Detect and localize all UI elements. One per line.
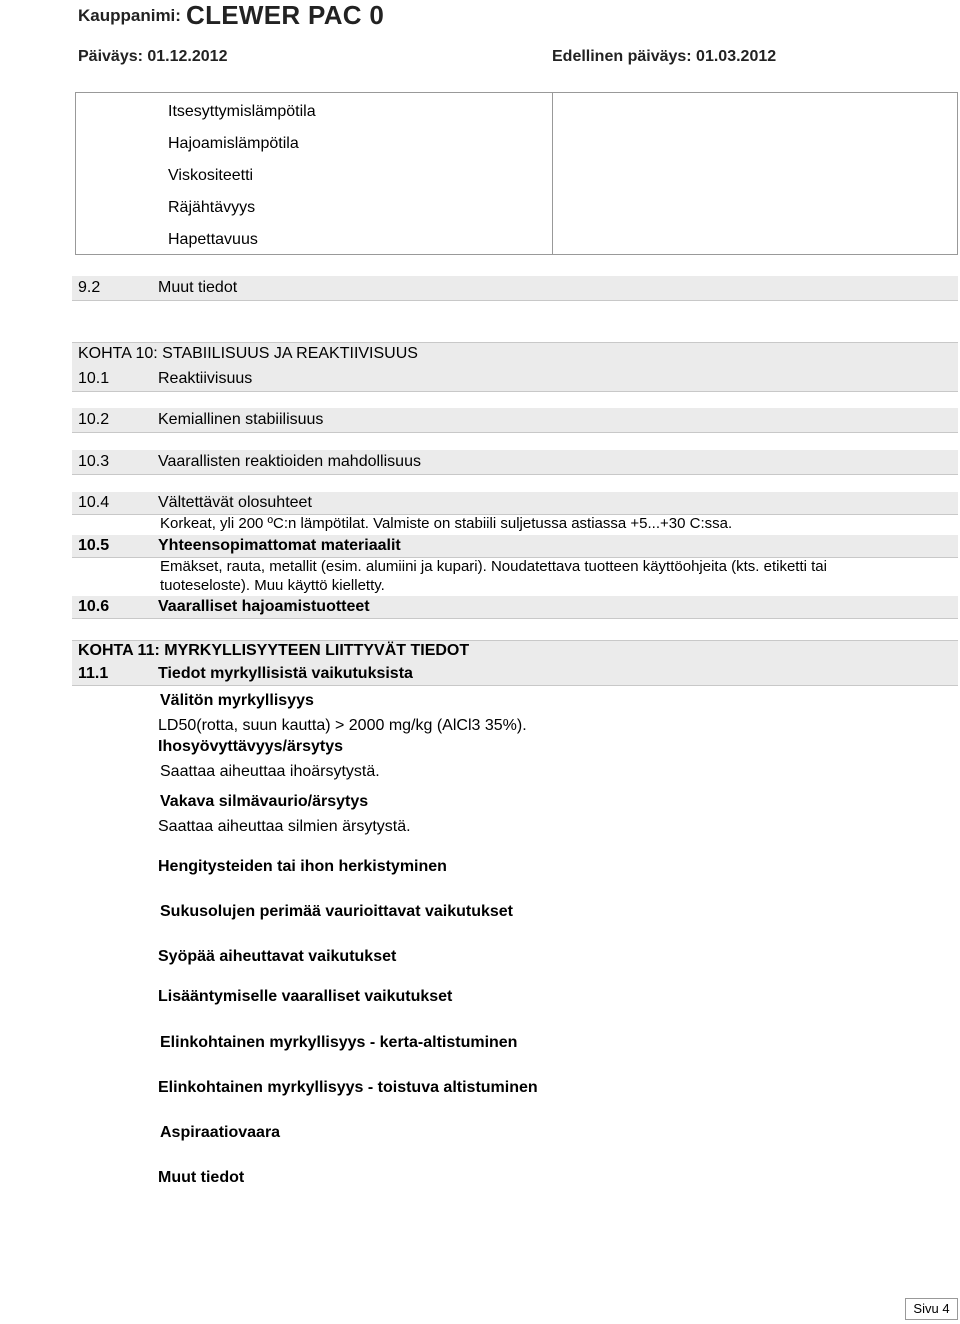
previous-revision-date: Edellinen päiväys: 01.03.2012 <box>552 48 777 65</box>
table-row-autoignition: Itsesyttymislämpötila <box>168 103 316 120</box>
subsection-number: 10.3 <box>78 453 110 470</box>
trade-name-label: Kauppanimi: <box>78 6 181 25</box>
subsection-title: Vaarallisten reaktioiden mahdollisuus <box>158 453 421 470</box>
incompatible-materials-text-line1: Emäkset, rauta, metallit (esim. alumiini ja kupari). Noudatettava tuotteen käyttöohjeita (kts. etiketti tai <box>160 558 827 575</box>
table-row-oxidising: Hapettavuus <box>168 231 258 248</box>
page-number: Sivu 4 <box>905 1298 958 1320</box>
sensitisation-heading: Hengitysteiden tai ihon herkistyminen <box>158 858 447 875</box>
subsection-title: Muut tiedot <box>158 279 238 296</box>
subsection-title: Reaktiivisuus <box>158 370 253 387</box>
subsection-number: 10.6 <box>78 598 110 615</box>
aspiration-hazard-heading: Aspiraatiovaara <box>160 1124 281 1141</box>
incompatible-materials-text-line2: tuoteseloste). Muu käyttö kielletty. <box>160 577 385 594</box>
eye-damage-heading: Vakava silmävaurio/ärsytys <box>160 793 369 810</box>
stot-repeated-heading: Elinkohtainen myrkyllisyys - toistuva altistuminen <box>158 1079 538 1096</box>
subsection-title: Vaaralliset hajoamistuotteet <box>158 598 370 615</box>
skin-corrosion-text: Saattaa aiheuttaa ihoärsytystä. <box>160 763 380 780</box>
subsection-title: Yhteensopimattomat materiaalit <box>158 537 401 554</box>
skin-corrosion-heading: Ihosyövyttävyys/ärsytys <box>158 738 343 755</box>
reproductive-toxicity-heading: Lisääntymiselle vaaralliset vaikutukset <box>158 988 453 1005</box>
eye-damage-text: Saattaa aiheuttaa silmien ärsytystä. <box>158 818 411 835</box>
subsection-number: 10.4 <box>78 494 110 511</box>
table-row-viscosity: Viskositeetti <box>168 167 254 184</box>
revision-date: Päiväys: 01.12.2012 <box>78 48 228 65</box>
section-10-title: KOHTA 10: STABIILISUUS JA REAKTIIVISUUS <box>78 345 418 362</box>
subsection-number: 10.1 <box>78 370 110 387</box>
acute-toxicity-heading: Välitön myrkyllisyys <box>160 692 314 709</box>
table-row-explosive: Räjähtävyys <box>168 199 256 216</box>
carcinogenicity-heading: Syöpää aiheuttavat vaikutukset <box>158 948 397 965</box>
subsection-number: 10.2 <box>78 411 110 428</box>
properties-table <box>75 92 958 255</box>
table-row-decomposition: Hajoamislämpötila <box>168 135 299 152</box>
subsection-title: Tiedot myrkyllisistä vaikutuksista <box>158 665 413 682</box>
subsection-number: 11.1 <box>78 665 109 682</box>
trade-name-value: CLEWER PAC 0 <box>186 0 385 30</box>
subsection-title: Kemiallinen stabiilisuus <box>158 411 324 428</box>
germ-cell-mutagenicity-heading: Sukusolujen perimää vaurioittavat vaikutukset <box>160 903 514 920</box>
acute-toxicity-text: LD50(rotta, suun kautta) > 2000 mg/kg (AlCl3 35%). <box>158 717 527 734</box>
conditions-to-avoid-text: Korkeat, yli 200 ºC:n lämpötilat. Valmiste on stabiili suljetussa astiassa +5...+30 C:ssa. <box>160 515 733 532</box>
other-information-heading: Muut tiedot <box>158 1169 245 1186</box>
section-11-title: KOHTA 11: MYRKYLLISYYTEEN LIITTYVÄT TIEDOT <box>78 642 470 659</box>
subsection-number: 9.2 <box>78 279 101 296</box>
subsection-number: 10.5 <box>78 537 110 554</box>
subsection-title: Vältettävät olosuhteet <box>158 494 312 511</box>
stot-single-heading: Elinkohtainen myrkyllisyys - kerta-altistuminen <box>160 1034 518 1051</box>
table-column-divider <box>552 93 553 254</box>
